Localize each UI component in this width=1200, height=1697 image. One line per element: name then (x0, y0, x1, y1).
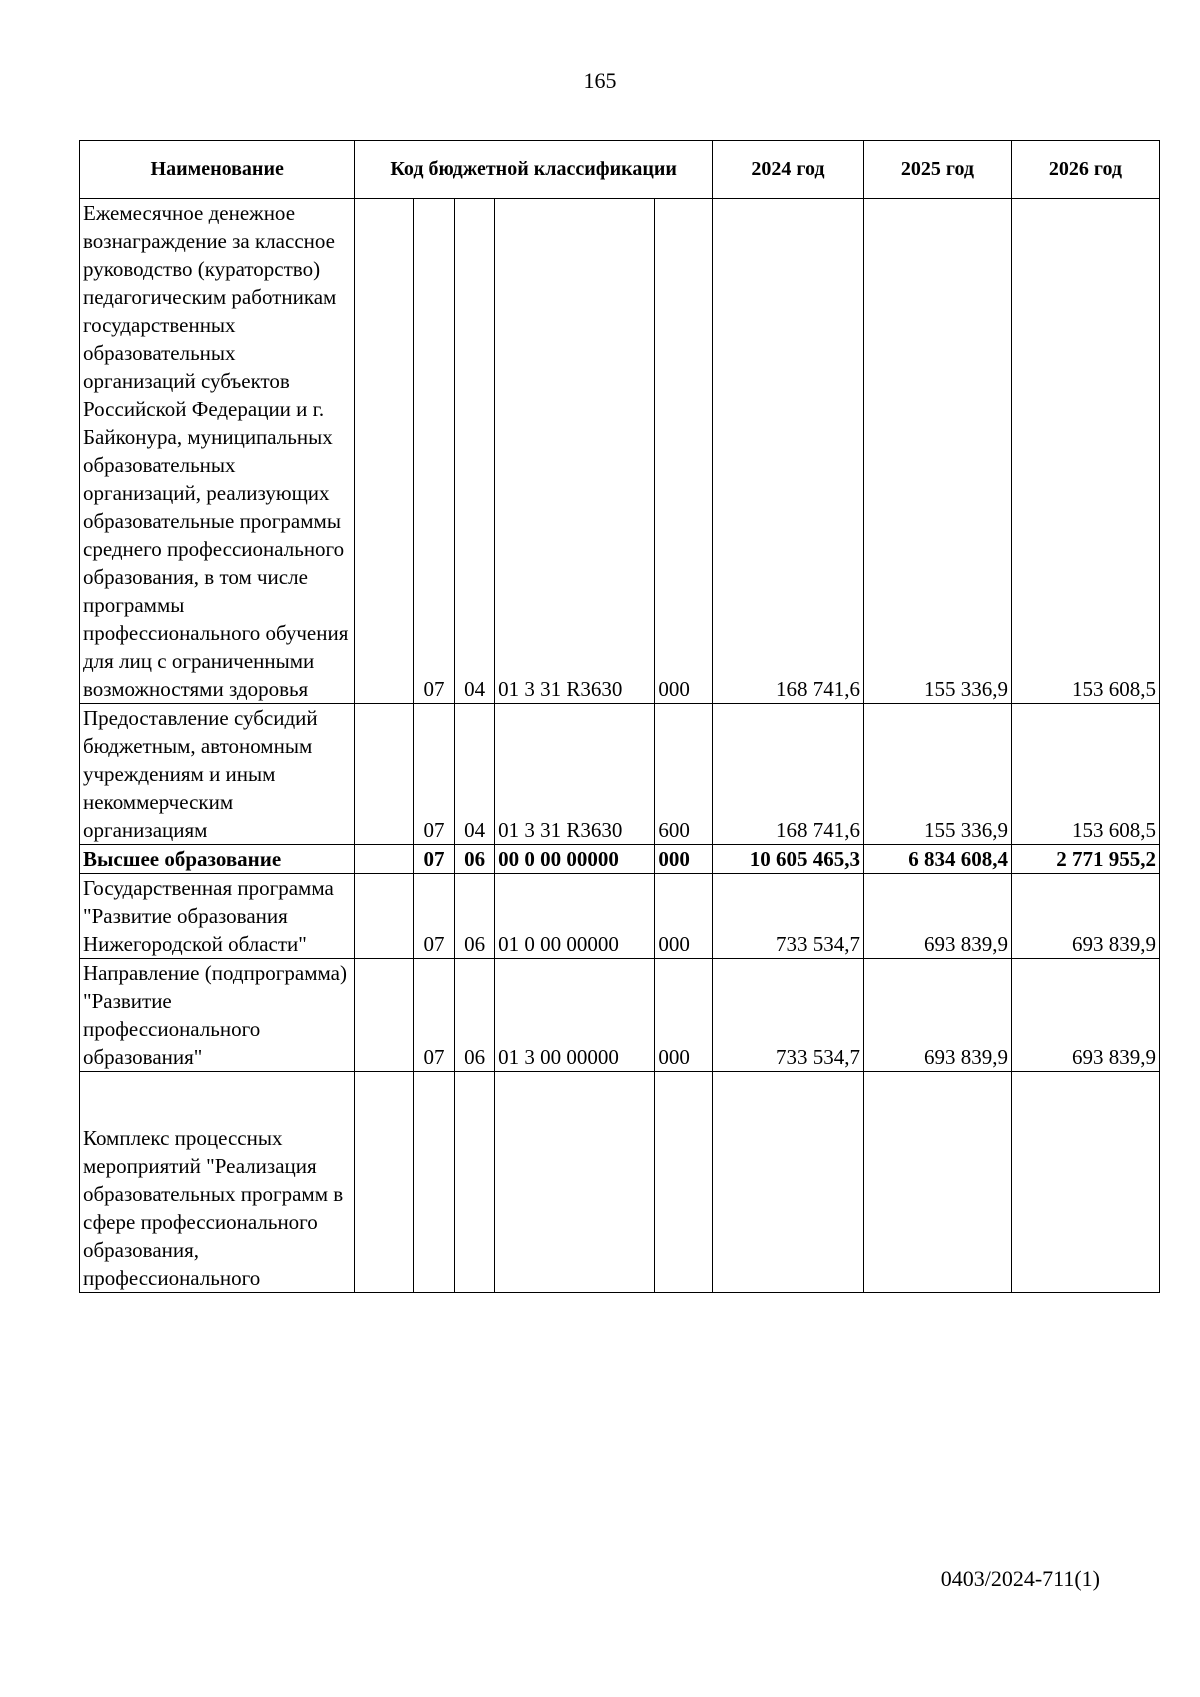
row-value-2025 (864, 1072, 1012, 1293)
row-name: Направление (подпрограмма) "Развитие профессионального образования" (80, 959, 355, 1072)
row-empty-code (355, 845, 414, 874)
row-value-2026: 693 839,9 (1011, 874, 1159, 959)
row-empty-code (355, 874, 414, 959)
row-section: 07 (413, 959, 454, 1072)
row-target-code: 00 0 00 00000 (495, 845, 655, 874)
row-name: Предоставление субсидий бюджетным, автономным учреждениям и иным некоммерческим организациям (80, 704, 355, 845)
row-empty-code (355, 199, 414, 704)
row-value-2024: 10 605 465,3 (712, 845, 863, 874)
row-subsection: 06 (455, 874, 495, 959)
page-number: 165 (583, 68, 617, 93)
row-empty-code (355, 1072, 414, 1293)
header-name: Наименование (80, 141, 355, 199)
row-name: Государственная программа "Развитие образования Нижегородской области" (80, 874, 355, 959)
row-subsection: 06 (455, 959, 495, 1072)
row-expense-code: 000 (655, 845, 713, 874)
row-value-2025: 155 336,9 (864, 199, 1012, 704)
table-row (80, 199, 1160, 704)
row-value-2026: 153 608,5 (1011, 199, 1159, 704)
row-value-2026: 153 608,5 (1011, 704, 1159, 845)
row-empty-code (355, 959, 414, 1072)
row-name: Ежемесячное денежное вознаграждение за классное руководство (кураторство) педагогическим работникам государственных образовательных организаций субъектов Российской Федерации и г. Байконура, муниципальных образовательных организаций, реализующих образовательные программы среднего профессионального образования, в том числе программы профессионального обучения для лиц с ограниченными возможностями здоровья (80, 199, 355, 704)
header-year-2025: 2025 год (864, 141, 1012, 199)
row-target-code: 01 0 00 00000 (495, 874, 655, 959)
row-subsection: 04 (455, 704, 495, 845)
document-code: 0403/2024-711(1) (940, 1566, 1100, 1591)
row-expense-code: 600 (655, 704, 713, 845)
table-row (80, 704, 1160, 845)
row-target-code: 01 3 00 00000 (495, 959, 655, 1072)
row-target-code: 01 3 31 R3630 (495, 704, 655, 845)
row-value-2024: 168 741,6 (712, 704, 863, 845)
row-name: Комплекс процессных мероприятий "Реализация образовательных программ в сфере профессионального образования, профессионального (80, 1072, 355, 1293)
row-value-2025: 693 839,9 (864, 959, 1012, 1072)
row-expense-code: 000 (655, 199, 713, 704)
row-section: 07 (413, 874, 454, 959)
row-value-2026 (1011, 1072, 1159, 1293)
header-code: Код бюджетной классификации (355, 141, 713, 199)
table-row (80, 959, 1160, 1072)
row-section: 07 (413, 704, 454, 845)
table-row (80, 874, 1160, 959)
row-subsection: 04 (455, 199, 495, 704)
header-year-2024: 2024 год (712, 141, 863, 199)
budget-table (79, 140, 1160, 1293)
row-value-2025: 6 834 608,4 (864, 845, 1012, 874)
row-value-2026: 2 771 955,2 (1011, 845, 1159, 874)
table-row (80, 1072, 1160, 1293)
row-value-2024 (712, 1072, 863, 1293)
row-target-code: 01 3 31 R3630 (495, 199, 655, 704)
row-section: 07 (413, 199, 454, 704)
row-section (413, 1072, 454, 1293)
table-header-row (80, 141, 1160, 199)
row-value-2024: 733 534,7 (712, 874, 863, 959)
row-expense-code (655, 1072, 713, 1293)
row-value-2024: 168 741,6 (712, 199, 863, 704)
row-expense-code: 000 (655, 959, 713, 1072)
row-value-2025: 693 839,9 (864, 874, 1012, 959)
row-subsection: 06 (455, 845, 495, 874)
row-name: Высшее образование (80, 845, 355, 874)
row-empty-code (355, 704, 414, 845)
row-section: 07 (413, 845, 454, 874)
header-year-2026: 2026 год (1011, 141, 1159, 199)
row-value-2025: 155 336,9 (864, 704, 1012, 845)
row-expense-code: 000 (655, 874, 713, 959)
row-value-2026: 693 839,9 (1011, 959, 1159, 1072)
row-subsection (455, 1072, 495, 1293)
table-row-section-total (80, 845, 1160, 874)
row-value-2024: 733 534,7 (712, 959, 863, 1072)
row-target-code (495, 1072, 655, 1293)
